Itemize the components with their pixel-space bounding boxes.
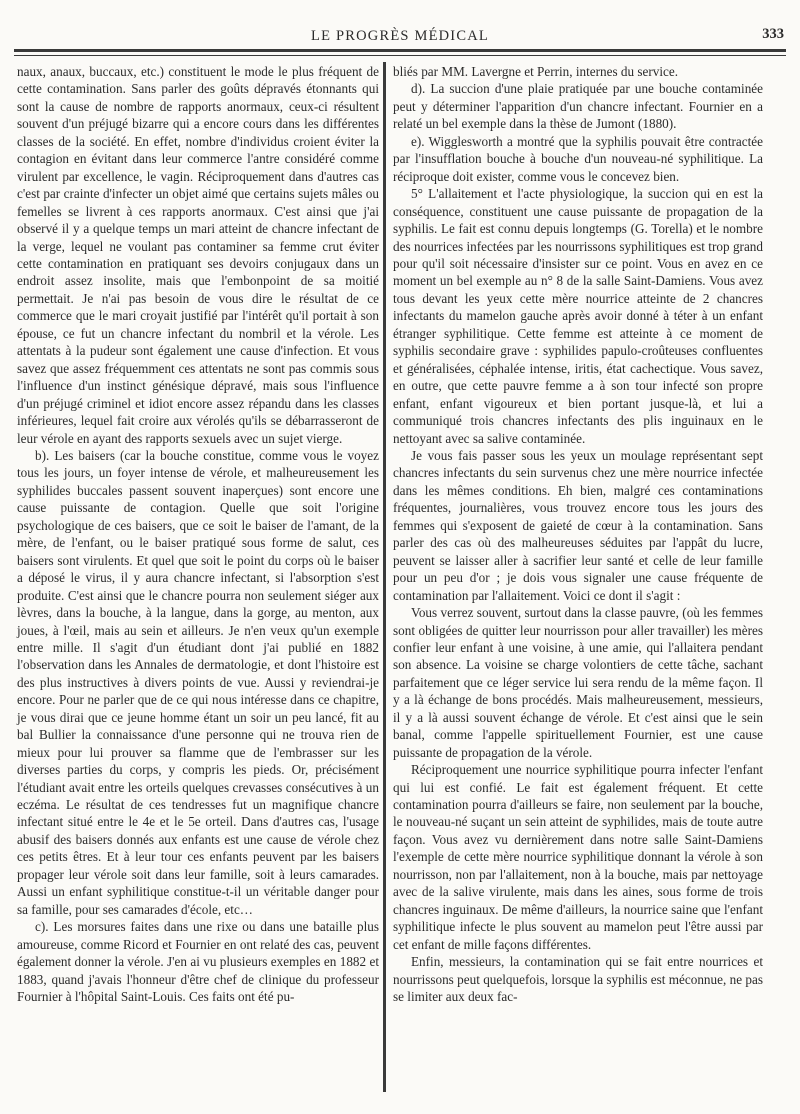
paragraph: Vous verrez souvent, surtout dans la classe pauvre, (où les femmes sont obligées de quitter leur nourrisson pour aller travailler) les mères confier leur enfant à une voisine, à une amie, qui l'allaitera pendant son absence. La voisine se charge volontiers de cette tâche, sachant parfaitement que ce léger service lui sera rendu de la même façon. Il y a là échange de bons procédés. Mais malheureusement, messieurs, il y a là aussi souvent échange de vérole. Et c'est ainsi que le sein banal, comme l'appelle spirituellement Fournier, est une cause puissante de propagation de la vérole. <box>393 605 763 760</box>
right-column <box>393 63 763 1005</box>
paragraph: e). Wigglesworth a montré que la syphilis pouvait être contractée par l'insufflation bouche à bouche d'un nouveau-né syphilitique. La réciproque doit exister, comme vous le concevez bien. <box>393 133 763 184</box>
paragraph: b). Les baisers (car la bouche constitue, comme vous le voyez tous les jours, un foyer intense de vérole, et malheureusement les syphilides buccales passent souvent inaperçues) sont encore une cause puissante de contagion. Quelle que soit l'origine psychologique de ces baisers, que ce soit le baiser de l'amant, de la mère, de l'enfant, ou le baiser pratiqué sous forme de salut, ces baisers sont virulents. Et quel que soit le point du corps où le baiser a déposé le virus, il y aura chancre infectant, si l'absorption s'est produite. C'est ainsi que le chancre pourra non seulement siéger aux lèvres, dans la bouche, à la langue, dans la gorge, au menton, aux joues, à l'œil, mais au sein et ailleurs. Je n'en veux qu'un exemple entre mille. Il s'agit d'un étudiant dont j'ai publié en 1882 l'observation dans les Annales de dermatologie, et dont l'histoire est des plus instructives à divers points de vue. Aussi y reviendrai-je encore. Pour ne parler que de ce qui nous intéresse dans ce chapitre, je vous dirai que ce jeune homme étant un soir un peu lancé, fit au bal Bullier la connaissance d'une personne qui ne trouva rien de mieux pour lui prouver sa flamme que de l'embrasser sur les diverses parties du corps, y compris les pieds. Or, précisément l'étudiant avait entre les orteils quelques crevasses consécutives à un eczéma. Le résultat de ces tendresses fut un magnifique chancre infectant situé entre le 4e et le 5e orteil. Dans d'autres cas, l'usage abusif des baisers donnés aux enfants est une cause de vérole chez ces petits êtres. Et à leur tour ces enfants peuvent par les baisers propager leur vérole soit dans leur famille, soit à leurs camarades. Aussi un enfant syphilitique constitue-t-il un véritable danger pour sa famille, pour ses camarades d'école, etc… <box>17 447 379 917</box>
running-title: LE PROGRÈS MÉDICAL <box>311 28 489 44</box>
paragraph: Je vous fais passer sous les yeux un moulage représentant sept chancres infectants du sein survenus chez une mère nourrice infectée dans les mêmes conditions. Eh bien, malgré ces contaminations fréquentes, journalières, vous trouvez encore tous les jours des femmes qui s'exposent de gaieté de cœur à la contamination. Sans parler des cas où des malheureuses séduites par l'appât du lucre, peuvent se laisser aller à sacrifier leur santé et celle de leur famille pour un peu d'or ; je dois vous signaler une cause fréquente de contamination par l'allaitement. Voici ce dont il s'agit : <box>393 447 763 603</box>
paragraph: c). Les morsures faites dans une rixe ou dans une bataille plus amoureuse, comme Ricord et Fournier en ont relaté des cas, peuvent également donner la vérole. J'en ai vu plusieurs exemples en 1882 et 1883, quand j'avais l'honneur d'être chef de clinique du professeur Fournier à l'hôpital Saint-Louis. Ces faits ont été pu- <box>17 919 379 1005</box>
header-rule-thick <box>14 49 786 52</box>
paragraph: naux, anaux, buccaux, etc.) constituent le mode le plus fréquent de cette contamination. Sans parler des goûts dépravés étonnants qui sont la cause de nombre de rapports anormaux, ceux-ci résultent souvent d'un préjugé bizarre qui a encore cours dans les différentes classes de la société. En effet, nombre d'individus croient éviter la contagion en évitant dans leur commerce l'antre considéré comme virulent par excellence, le vagin. Réciproquement dans d'autres cas c'est par crainte d'infecter un objet aimé que certains sujets mâles ou femelles se livrent à ces rapports anormaux. C'est ainsi que j'ai observé il y a quelque temps un mari atteint de chancre infectant de la verge, lequel ne voulant pas contaminer sa femme crut éviter cette contamination en pratiquant ses devoirs conjugaux dans un endroit assez insolite, mais que l'embonpoint de sa moitié permettait. Je n'ai pas besoin de vous dire le résultat de ce commerce que le mari croyait justifié par l'intérêt qu'il portait à son épouse, ce fut un chancre infectant du nombril et la vérole. Les attentats à la pudeur sont également une cause d'infection. Et vous savez que assez fréquemment ces attentats ne sont pas commis sous l'influence d'un instinct génésique dépravé, mais sous l'influence d'un préjugé criminel et idiot encore assez répandu dans les classes inférieures, lequel fait croire aux vérolés qu'ils se débarrasseront de leur vérole en ayant des rapports sexuels avec un sujet vierge. <box>17 64 379 446</box>
header-rule-thin <box>14 55 786 56</box>
paragraph: 5° L'allaitement et l'acte physiologique, la succion qui en est la conséquence, constituent une cause puissante de propagation de la syphilis. Le fait est connu depuis longtemps (G. Torella) et le nombre des nourrices infectées par les nourrissons syphilitiques est trop grand pour qu'il soit nécessaire d'insister sur ce point. Vous en avez en ce moment un bel exemple au n° 8 de la salle Saint-Damiens. Vous avez tous devant les yeux cette mère nourrice atteinte de 2 chancres infectants du mamelon gauche après avoir donné à téter à un enfant étranger syphilitique. Cette femme est atteinte à ce moment de syphilis secondaire grave : syphilides papulo-croûteuses confluentes et généralisées, céphalée intense, iritis, état cachectique. Vous savez, en outre, que cette pauvre femme a à son tour infecté son propre enfant, enfant vigoureux et bien portant jusque-là, et lui a communiqué trois chancres infectants des plis inguinaux en le nettoyant avec sa salive contaminée. <box>393 186 763 446</box>
column-divider <box>383 62 386 1092</box>
left-column <box>17 63 379 1005</box>
paragraph: Enfin, messieurs, la contamination qui se fait entre nourrices et nourrissons peut quelquefois, lorsque la syphilis est méconnue, ne pas se limiter aux deux fac- <box>393 954 763 1005</box>
page-number: 333 <box>762 26 784 42</box>
page-header <box>14 28 786 50</box>
paragraph: d). La succion d'une plaie pratiquée par une bouche contaminée peut y déterminer l'apparition d'un chancre infectant. Fournier en a relaté un bel exemple dans la thèse de Jumont (1880). <box>393 81 763 132</box>
paragraph: Réciproquement une nourrice syphilitique pourra infecter l'enfant qui lui est confié. Le fait est également fréquent. Et cette contamination pourra d'ailleurs se faire, non seulement par la bouche, le nouveau-né suçant un sein atteint de syphilides, mais de toute autre façon. Vous avez vu dernièrement dans notre salle Saint-Damiens l'exemple de cette mère nourrice syphilitique donnant la vérole à son nourrisson, non par l'allaitement, non à la bouche, mais par nettoyage avec de la salive virulente, mais dans les aines, sous forme de trois chancres inguinaux. De même d'ailleurs, la nourrice saine que l'enfant syphilitique infecte le plus souvent au mamelon peut l'être aussi par cet enfant de mille façons différentes. <box>393 762 763 952</box>
paragraph: bliés par MM. Lavergne et Perrin, internes du service. <box>393 64 679 79</box>
